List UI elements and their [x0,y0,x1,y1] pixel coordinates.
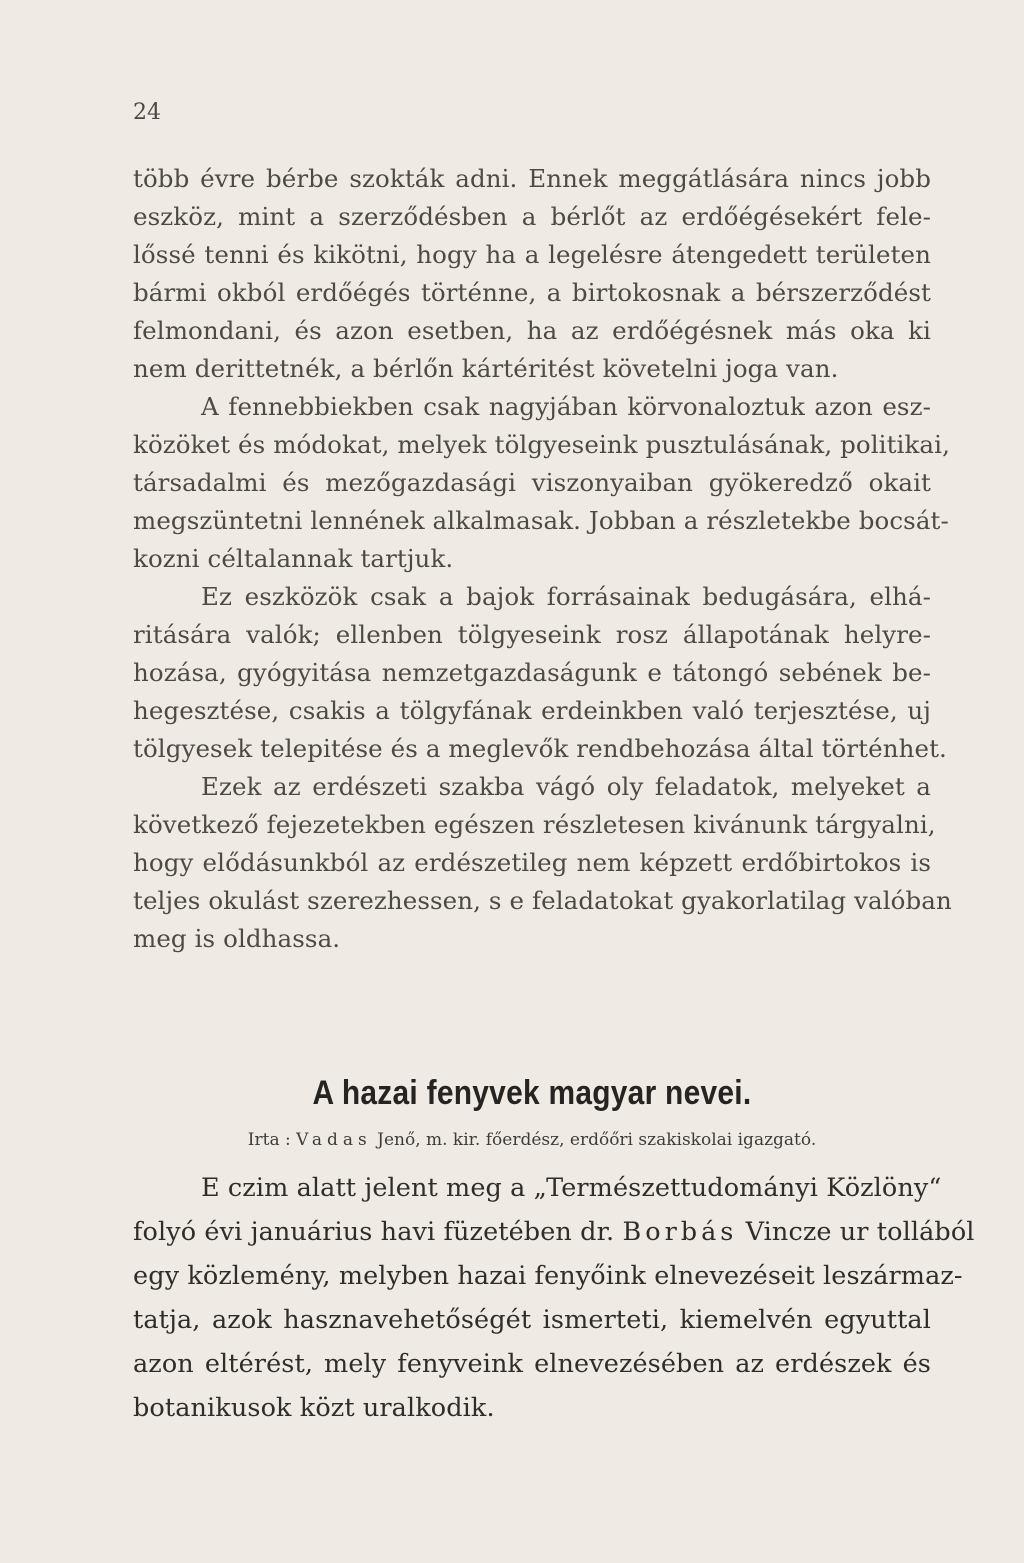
text-line: tatja, azok hasznavehetőségét ismerteti, kiemelvén egyuttal [133,1305,931,1335]
text-line: azon eltérést, mely fenyveink elnevezésében az erdészek és [133,1349,931,1379]
text-line: tölgyesek telepitése és a meglevők rendbehozása által történhet. [133,734,947,763]
text-line: eszköz, mint a szerződésben a bérlőt az erdőégésekért fele- [133,202,931,231]
author-title: Jenő, m. kir. főerdész, erdőőri szakiskolai igazgató. [377,1130,817,1150]
person-name: Borbás [622,1217,738,1247]
text-line: bármi okból erdőégés történne, a birtokosnak a bérszerződést [133,278,931,307]
text-line: lőssé tenni és kikötni, hogy ha a legelésre átengedett területen [133,240,931,269]
text-line: botanikusok közt uralkodik. [133,1393,495,1423]
text-line: Ez eszközök csak a bajok forrásainak bedugására, elhá- [201,582,931,611]
section-title: A hazai fenyvek magyar nevei. [312,1074,752,1112]
text-line: A fennebbiekben csak nagyjában körvonaloztuk azon esz- [201,392,931,421]
text-line [133,1210,975,1254]
text-line: társadalmi és mezőgazdasági viszonyaiban gyökeredző okait [133,468,931,497]
text-line: E czim alatt jelent meg a „Természettudományi Közlöny“ [201,1173,942,1203]
text-line: egy közlemény, melyben hazai fenyőink elnevezéseit leszármaz- [133,1261,963,1291]
text-line: ritására valók; ellenben tölgyeseink rosz állapotának helyre- [133,620,931,649]
text-line: Ezek az erdészeti szakba vágó oly feladatok, melyeket a [201,772,931,801]
text-line: teljes okulást szerezhessen, s e feladatokat gyakorlatilag valóban [133,886,952,915]
text-line: közöket és módokat, melyek tölgyeseink pusztulásának, politikai, [133,430,950,459]
text-line: kozni céltalannak tartjuk. [133,544,454,573]
text-line: meg is oldhassa. [133,924,341,953]
text-line: hogy elődásunkból az erdészetileg nem képzett erdőbirtokos is [133,848,931,877]
text-line: hegesztése, csakis a tölgyfának erdeinkben való terjesztése, uj [133,696,931,725]
body-text [133,160,952,958]
author-prefix: Irta : [247,1130,291,1150]
text-line: több évre bérbe szokták adni. Ennek meggátlására nincs jobb [133,164,931,193]
section-body [133,1166,975,1430]
text-line: nem derittetnék, a bérlőn kártéritést követelni joga van. [133,354,839,383]
author-name: Vadas [296,1130,372,1150]
text-fragment: folyó évi januárius havi füzetében dr. [133,1217,615,1247]
text-fragment: Vincze ur tollából [745,1217,975,1247]
text-line: hozása, gyógyitása nemzetgazdaságunk e tátongó sebének be- [133,658,931,687]
author-line [133,1130,931,1150]
text-line: felmondani, és azon esetben, ha az erdőégésnek más oka ki [133,316,931,345]
text-line: megszüntetni lennének alkalmasak. Jobban a részletekbe bocsát- [133,506,949,535]
page-number: 24 [133,100,161,125]
text-line: következő fejezetekben egészen részletesen kivánunk tárgyalni, [133,810,936,839]
